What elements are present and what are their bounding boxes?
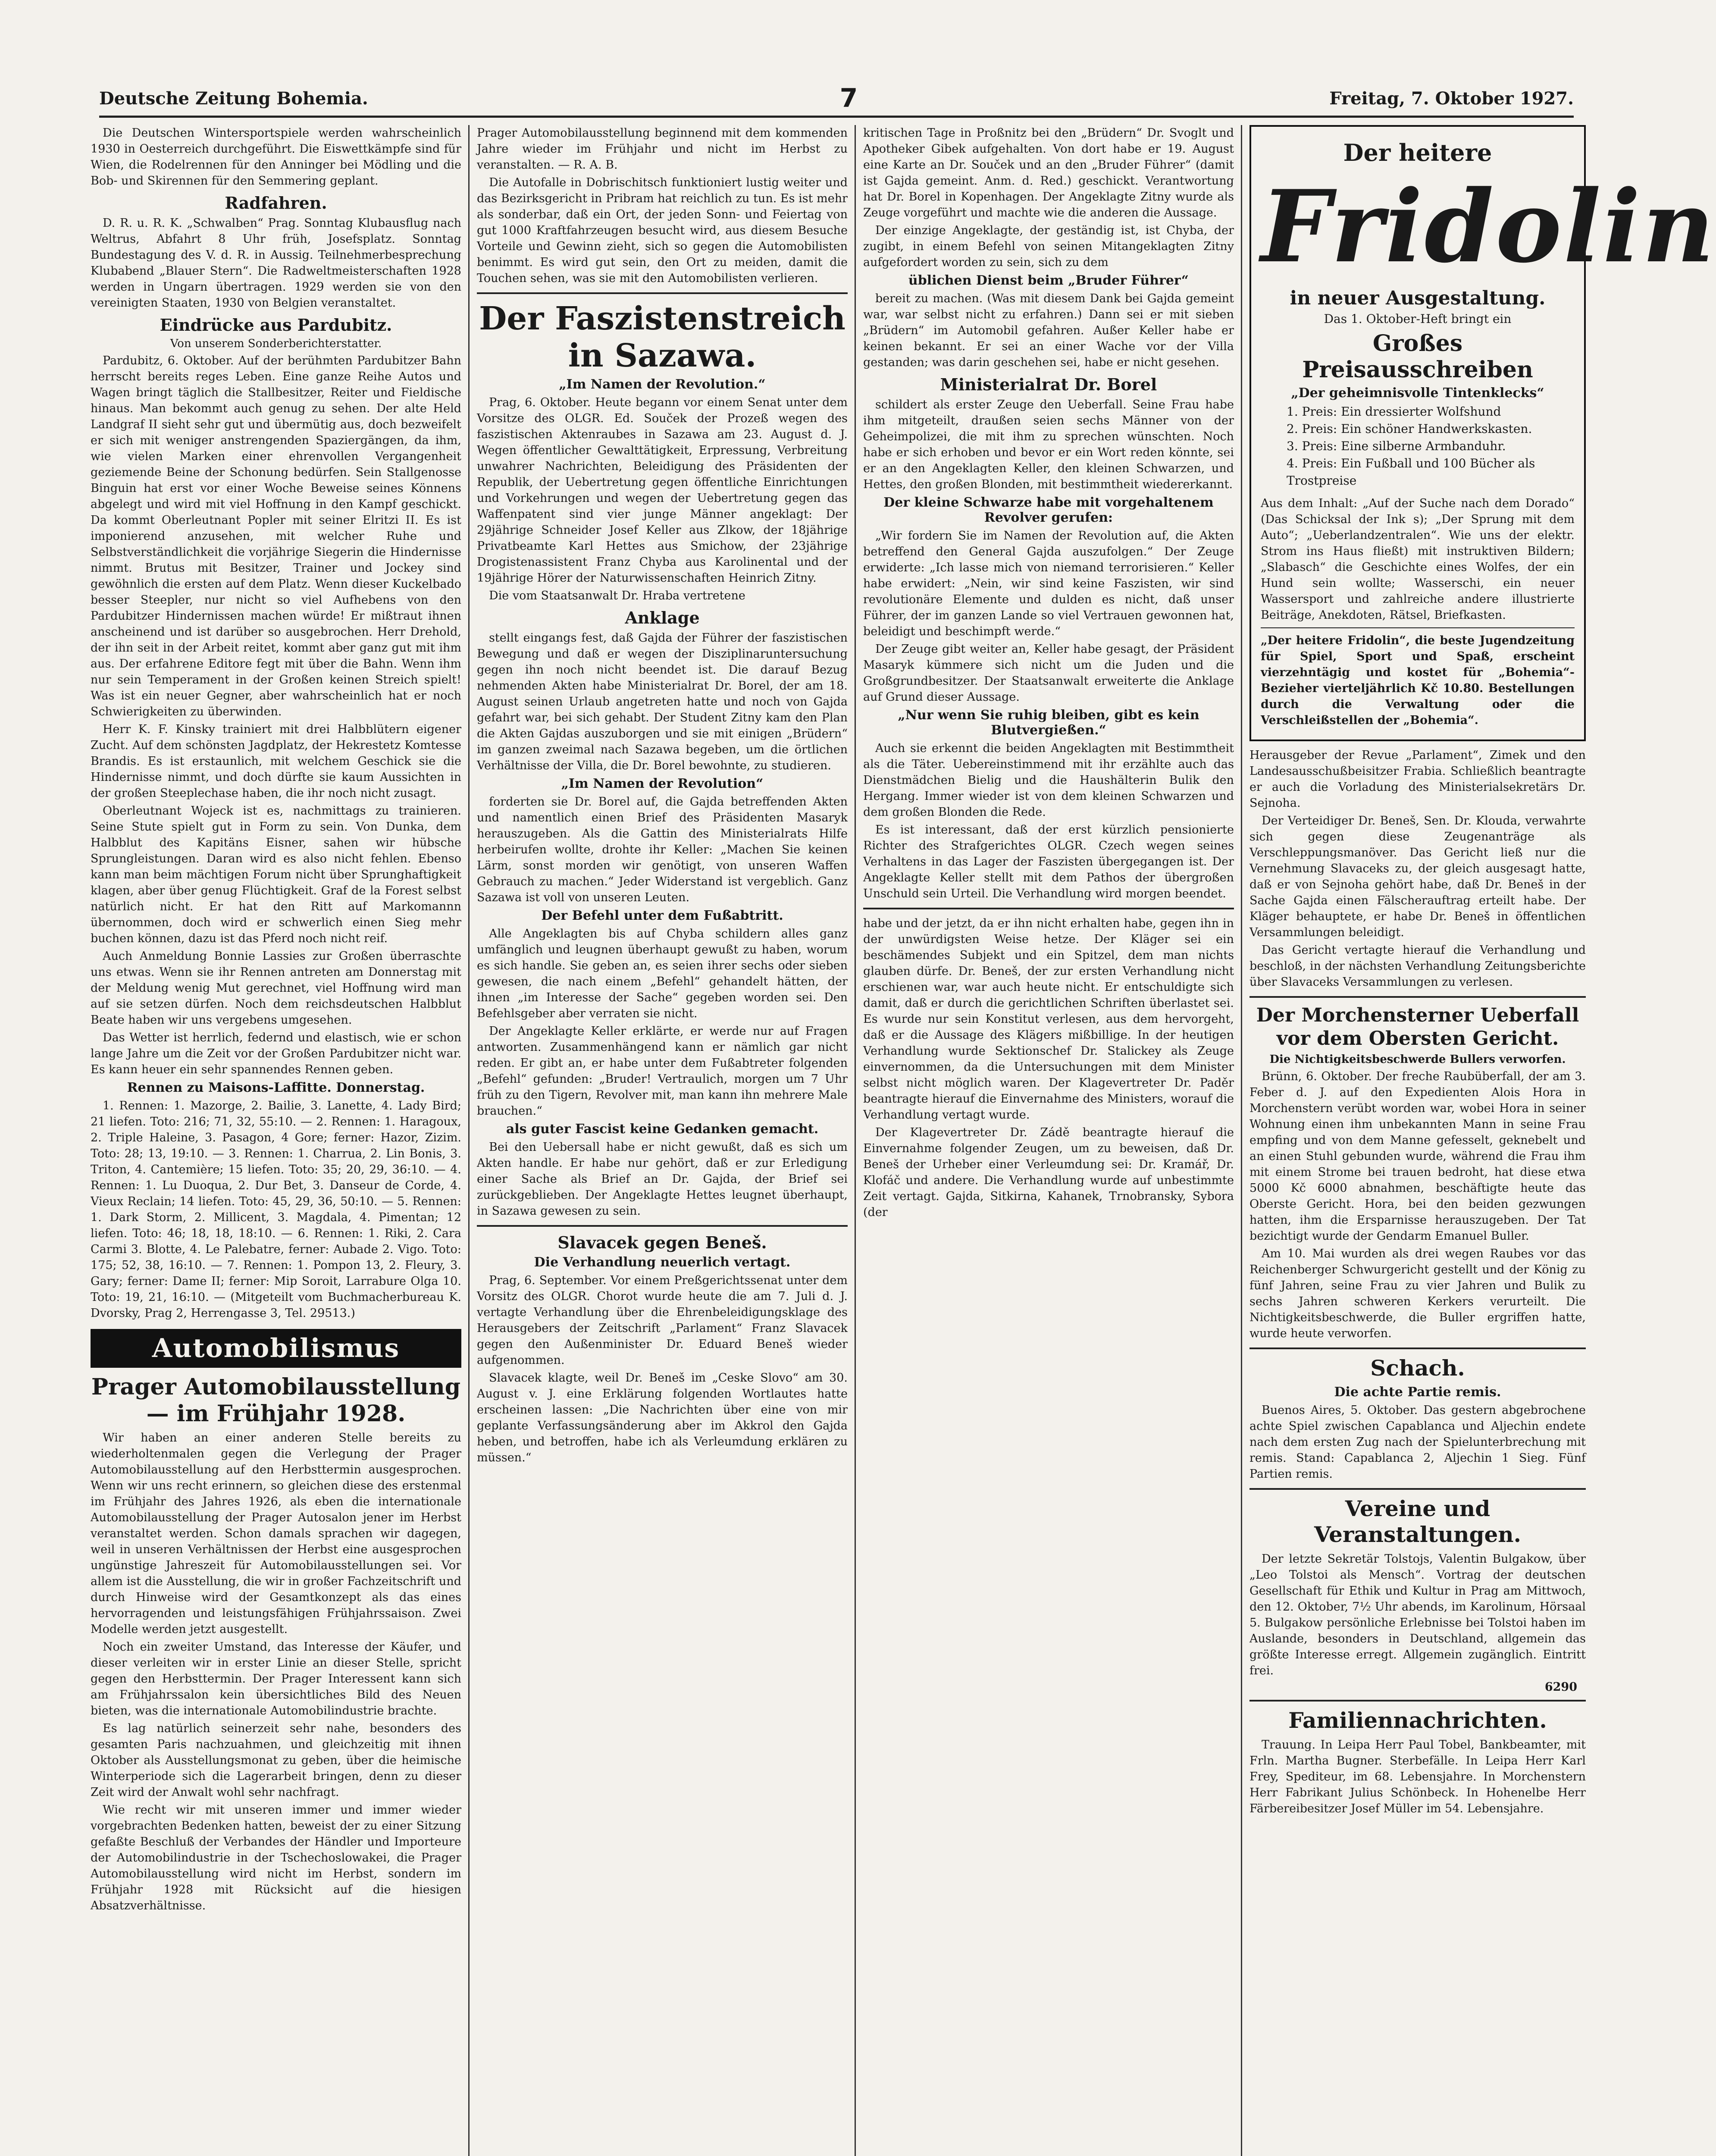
article-text: Der einzige Angeklagte, der geständig ist, ist Chyba, der zugibt, in einem Befehl von seinen Mitangeklagten Zitny aufgefordert worden zu sein, sich zu dem: [863, 224, 1234, 269]
subsection-heading: Der kleine Schwarze habe mit vorgehaltenem Revolver gerufen:: [883, 495, 1214, 525]
column-2: [477, 125, 848, 2156]
article-text: forderten sie Dr. Borel auf, die Gajda betreffenden Akten und namentlich einen Brief des Präsidenten Masaryk herauszugeben. Als die Gattin des Ministerialrats Hilfe herbeirufen wollte, drohte ihr Keller: „Machen Sie keinen Lärm, sonst morden wir genötigt, von unseren Waffen Gebrauch zu machen.“ Jeder Widerstand ist vergeblich. Ganz Sazawa ist voll von unseren Leuten.: [477, 795, 848, 904]
article-text: Der letzte Sekretär Tolstojs, Valentin Bulgakow, über „Leo Tolstoi als Mensch“. Vortrag der deutschen Gesellschaft für Ethik und Kultur in Prag am Mittwoch, den 12. Oktober, 7½ Uhr abends, im Karolinum, Hörsaal 5. Bulgakow persönliche Erlebnisse bei Tolstoi haben im Auslande, besonders in Deutschland, allgemein das größte Interesse erregt. Allgemein zugänglich. Eintritt frei.: [1249, 1552, 1586, 1677]
article-text: schildert als erster Zeuge den Ueberfall. Seine Frau habe ihm mitgeteilt, draußen seien sechs Männer von der Geheimpolizei, die mit ihm zu sprechen wünschten. Noch habe er sich erhoben und bevor er ein Wort reden könnte, sei er an den Angeklagten Keller, den kleinen Schwarzen, und Hettes, den großen Blonden, mit bestimmtheit wiedererkannt.: [863, 398, 1234, 491]
article-text: kritischen Tage in Proßnitz bei den „Brüdern“ Dr. Svoglt und Apotheker Gibek aufgehalten. Von dort habe er 19. August eine Karte an Dr. Souček und an den „Bruder Führer“ (damit ist Gajda gemeint. Anm. d. Red.) geschickt. Verantwortung hat Dr. Borel in Kopenhagen. Der Angeklagte Zitny wurde als Zeuge vorgeführt und machte wie die anderen die Aussage.: [863, 126, 1234, 219]
divider: [1249, 996, 1586, 998]
lead-headline: Der Faszistenstreich in Sazawa.: [479, 300, 845, 374]
article-text: Prag, 6. Oktober. Heute begann vor einem Senat unter dem Vorsitze des OLGR. Ed. Souček der Prozeß wegen des faszistischen Aktenraubes in Sazawa am 23. August d. J. Wegen öffentlicher Gewalttätigkeit, Erpressung, Verbreitung unwahrer Nachrichten, Beleidigung des Präsidenten der Republik, der Uebertretung gegen öffentliche Einrichtungen und Vorkehrungen und wegen der Uebertretung gegen das Waffenpatent sind vier junge Männer angeklagt: Der 29jährige Schneider Josef Keller aus Zlkow, der 18jährige Privatbeamte Karl Hettes aus Smichow, der 23jährige Drogistenassistent Franz Chyba aus Karolinental und der 19jährige Hörer der Naturwissenschaften Heinrich Zitny.: [477, 396, 848, 585]
race-results-heading: Rennen zu Maisons-Laffitte. Donnerstag.: [127, 1080, 425, 1095]
article-text: Das Wetter ist herrlich, federnd und elastisch, wie er schon lange Jahre um die Zeit vor der Großen Pardubitzer nicht war. Es kann heuer ein sehr spannendes Rennen geben.: [91, 1031, 461, 1076]
advertisement-fridolin: [1249, 125, 1716, 741]
ad-footer-text: „Der heitere Fridolin“, die beste Jugendzeitung für Spiel, Sport und Spaß, erscheint vierzehntägig und kostet für „Bohemia“-Bezieher vierteljährlich Kč 10.80. Bestellungen durch die Verwaltung oder die Verschleißstellen der „Bohemia“.: [1261, 634, 1575, 727]
article-text: Das Gericht vertagte hierauf die Verhandlung und beschloß, in der nächsten Verhandlung Zeitungsberichte über Slavaceks Versammlungen zu verlesen.: [1249, 943, 1586, 989]
ad-contest-subtitle: „Der geheimnisvolle Tintenklecks“: [1291, 385, 1544, 401]
article-subheading: Die achte Partie remis.: [1334, 1385, 1501, 1400]
lead-subheadline: „Im Namen der Revolution.“: [559, 377, 766, 392]
article-text: Die Deutschen Wintersportspiele werden wahrscheinlich 1930 in Oesterreich durchgeführt. Die Eiswettkämpfe sind für Wien, die Rodelrennen für den Anninger bei Mödling und die Bob- und Skirennen für den Semmering geplant.: [91, 126, 461, 188]
article-text: Herr K. F. Kinsky trainiert mit drei Halbblütern eigener Zucht. Auf dem schönsten Jagdplatz, der Hekrestetz Komtesse Brandis. Es ist erstaunlich, mit welchem Geschick sie die Hindernisse nimmt, und doch dürfte sie kaum Aussichten in der großen Steeplechase haben, die ihr noch nicht zusagt.: [91, 723, 461, 800]
column-divider: [1241, 125, 1242, 2156]
article-text: Pardubitz, 6. Oktober. Auf der berühmten Pardubitzer Bahn herrscht bereits reges Leben. Eine ganze Reihe Autos und Wagen bringt täglich die Stallbesitzer, Reiter und Fieldische hinaus. Man bekommt auch genug zu sehen. Der alte Held Landgraf II sieht sehr gut und übermütig aus, doch bezweifelt er sich mit weniger anstrengenden Spaziergängen, da ihm, wie vielen Marken einer ehrenvollen Vergangenheit geziemende Beine der Schonung bedürfen. Sein Stallgenosse Binguin hat erst vor einer Woche Beweise seines Könnens abgelegt und wird mit viel Hoffnung in den Kampf geschickt. Da kommt Oberleutnant Popler mit seiner Elritzi II. Es ist imponierend anzusehen, mit welcher Ruhe und Selbstverständlichkeit die vorjährige Siegerin die Hindernisse nimmt. Brutus mit Besitzer, Trainer und Jockey sind gewöhnlich die ersten auf dem Platz. Wenn dieser Kuckelbado besser Steepler, nur nicht so viel Aufhebens von den Pardubitzer Hindernissen machen würde! Er mißtraut ihnen anscheinend und ist darüber so ausgebrochen. Herr Drehold, der ihn seit in der Arbeit reitet, kommt aber ganz gut mit ihm aus. Der erfahrene Editore fegt mit über die Bahn. Wenn ihm nur sein Temperament in der Großen keinen Streich spielt! Was ist ein neuer Gegner, aber wahrscheinlich hat er noch Schwierigkeiten zu überwinden.: [91, 354, 461, 718]
article-text: Wie recht wir mit unseren immer und immer wieder vorgebrachten Bedenken hatten, beweist der zu einer Sitzung gefaßte Beschluß der Verbandes der Händler und Importeure der Automobilindustrie in der Tschechoslowakei, die Prager Automobilausstellung wird nicht im Herbst, sondern im Frühjahr 1928 mit Rücksicht auf die hiesigen Absatzverhältnisse.: [91, 1803, 461, 1912]
divider: [863, 908, 1234, 909]
article-text: Die vom Staatsanwalt Dr. Hraba vertretene: [489, 589, 745, 602]
article-text: habe und der jetzt, da er ihn nicht erhalten habe, gegen ihn in der unwürdigsten Weise hetze. Der Kläger sei ein beschämendes Subjekt und ein Spitzel, dem man nichts glauben dürfe. Dr. Beneš, der zur ersten Verhandlung nicht erschienen war, war auch heute nicht. Er entschuldigte sich damit, daß er durch die gerichtlichen Schriften überlastet sei. Es wurde nur sein Konstitut verlesen, aus dem hervorgeht, daß er die Aussage des Klägers mißbillige. In der heutigen Verhandlung wurde Sektionschef Dr. Stalickey als Zeuge einvernommen, da die Untersuchungen mit dem Minister selbst nicht möglich waren. Der Klagevertreter Dr. Paděr beantragte hierauf die Einvernahme des Ministers, worauf die Verhandlung vertagt wurde.: [863, 917, 1234, 1122]
divider: [1249, 1700, 1586, 1702]
article-text: Alle Angeklagten bis auf Chyba schildern alles ganz umfänglich und leugnen überhaupt gewußt zu haben, worum es sich handle. Sie geben an, es seien ihrer sechs oder sieben gewesen, die nach einem „Befehl“ gehandelt hätten, der ihnen „im Interesse der Sache“ gegeben worden sei. Den Befehlsgeber aber verraten sie nicht.: [477, 927, 848, 1020]
prize-item: 3. Preis: Eine silberne Armbanduhr.: [1287, 439, 1506, 453]
article-text: Der Klagevertreter Dr. Zádě beantragte hierauf die Einvernahme folgender Zeugen, um zu beweisen, daß Dr. Beneš der Urheber einer Verleumdung sei: Dr. Kramář, Dr. Klofáč und andere. Die Verhandlung wurde auf unbestimmte Zeit vertagt. Gajda, Sitkirna, Kahanek, Trnobransky, Sybora (der: [863, 1126, 1234, 1219]
prize-item: 1. Preis: Ein dressierter Wolfshund: [1287, 404, 1501, 419]
subsection-heading: „Nur wenn Sie ruhig bleiben, gibt es kein Blutvergießen.“: [898, 708, 1199, 738]
column-4: [1249, 125, 1716, 2156]
ad-subtitle: in neuer Ausgestaltung.: [1290, 287, 1546, 309]
section-heading-family: Familiennachrichten.: [1288, 1708, 1547, 1733]
divider: [1249, 1488, 1586, 1490]
section-heading-events: Vereine und Veranstaltungen.: [1314, 1496, 1522, 1547]
race-results-text: 1. Rennen: 1. Mazorge, 2. Bailie, 3. Lanette, 4. Lady Bird; 21 liefen. Toto: 216; 71, 32, 55:10. — 2. Rennen: 1. Haragoux, 2. Triple Haleine, 3. Pasagon, 4 Gore; ferner: Hazor, Zizim. Toto: 28; 13, 19:10. — 3. Rennen: 1. Charrua, 2. Lin Bonis, 3. Triton, 4. Cantemière; 15 liefen. Toto: 35; 20, 29, 36:10. — 4. Rennen: 1. Lu Duoqua, 2. Dur Bet, 3. Danseur de Corde, 4. Vieux Reclain; 14 liefen. Toto: 45, 29, 36, 50:10. — 5. Rennen: 1. Dark Storm, 2. Millicent, 3. Magdala, 4. Pimentan; 12 liefen. Toto: 46; 18, 18, 18:10. — 6. Rennen: 1. Riki, 2. Cara Carmi 3. Blotte, 4. Le Palebatre, ferner: Aubade 2. Vigo. Toto: 175; 52, 38, 16:10. — 7. Rennen: 1. Pompon 13, 2. Fleury, 3. Gary; ferner: Dame II; ferner: Mip Soroit, Larrabure Olga 10. Toto: 19, 21, 16:10. — (Mitgeteilt vom Buchmacherbureau K. Dvorsky, Prag 2, Herrengasse 3, Tel. 29513.): [91, 1099, 461, 1320]
issue-date: Freitag, 7. Oktober 1927.: [1329, 88, 1574, 109]
divider: [477, 1225, 848, 1227]
subsection-heading: „Im Namen der Revolution“: [561, 776, 764, 791]
article-text: Trauung. In Leipa Herr Paul Tobel, Bankbeamter, mit Frln. Martha Bugner. Sterbefälle. In Leipa Herr Karl Frey, Spediteur, im 68. Lebensjahre. In Morchenstern Herr Fabrikant Julius Schönbeck. In Hohenelbe Herr Färbereibesitzer Josef Müller im 54. Lebensjahre.: [1249, 1738, 1586, 1815]
article-heading: Eindrücke aus Pardubitz.: [160, 315, 392, 335]
subsection-heading: üblichen Dienst beim „Bruder Führer“: [908, 273, 1189, 288]
article-text: Auch Anmeldung Bonnie Lassies zur Großen überraschte uns etwas. Wenn sie ihr Rennen antreten am Donnerstag mit der Meldung wenig Mut gerechnet, viel Hoffnung wird man auf sie setzen dürfen. Noch dem reichsdeutschen Halbblut Beate haben wir uns vergebens umgesehen.: [91, 950, 461, 1027]
column-divider: [855, 125, 856, 2156]
article-text: Am 10. Mai wurden als drei wegen Raubes vor das Reichenberger Schwurgericht gestellt und der König zu fünf Jahren, seine Frau zu vier Jahren und Bulik zu sechs Jahren schweren Kerkers verurteilt. Die Nichtigkeitsbeschwerde, die Buller ergriffen hatte, wurde heute verworfen.: [1249, 1247, 1586, 1340]
subsection-heading: als guter Fascist keine Gedanken gemacht.: [506, 1122, 819, 1137]
article-byline: Von unserem Sonderberichterstatter.: [170, 337, 382, 350]
section-heading: Radfahren.: [225, 193, 327, 213]
article-text: Es ist interessant, daß der erst kürzlich pensionierte Richter des Strafgerichtes OLGR. Czech wegen seines Verhaltens in das Lager der Faszisten übergegangen ist. Der Angeklagte Keller stellt mit dem Pathos der übergroßen Unschuld sein Urteil. Die Verhandlung wird morgen beendet.: [863, 823, 1234, 900]
article-heading: Slavacek gegen Beneš.: [557, 1233, 767, 1252]
section-banner: Automobilismus: [91, 1329, 461, 1368]
article-text: Wir haben an einer anderen Stelle bereits zu wiederholtenmalen gegen die Verlegung der Prager Automobilausstellung auf den Herbsttermin ausgesprochen. Wenn wir uns recht erinnern, so gleichen diese des erstenmal im Frühjahr des Jahres 1926, als eben die internationale Automobilausstellung der Prager Autosalon jener im Herbst veranstaltet werden. Schon damals sprachen wir dagegen, weil in unseren Verhältnissen der Herbst eine ausgesprochen ungünstige Jahreszeit für Automobilausstellungen sei. Vor allem ist die Ausstellung, die wir in großer Fachzeitschrift und durch Hinweise wird der Gesamtkonzept als das eines hervorragenden und leistungsfähigen Frühjahrssaison. Zwei Modelle werden jetzt ausgestellt.: [91, 1431, 461, 1636]
article-text: Oberleutnant Wojeck ist es, nachmittags zu trainieren. Seine Stute spielt gut in Form zu sein. Von Dunka, dem Halbblut des Kapitäns Eisner, sahen wir hübsche Sprungleistungen. Daran wird es also nicht fehlen. Ebenso kann man beim mächtigen Forum nicht über Sprunghaftigkeit klagen, aber über genug Flüchtigkeit. Graf de la Forest selbst natürlich nicht. Er hat den Ritt auf Markomannn übernommen, doch wird er schwerlich einen Sieg mehr buchen können, dazu ist das Pferd noch nicht reif.: [91, 804, 461, 945]
masthead-name: Deutsche Zeitung Bohemia.: [99, 88, 368, 109]
article-subheading: Die Verhandlung neuerlich vertagt.: [534, 1255, 791, 1270]
divider: [1261, 627, 1575, 628]
article-text: Der Angeklagte Keller erklärte, er werde nur auf Fragen antworten. Zusammenhängend kann er nämlich gar nicht reden. Er gibt an, er habe unter dem Fußabtreter folgenden „Befehl“ gefunden: „Bruder! Vertraulich, morgen um 7 Uhr früh zu den Tigern, Revolver mit, man kann ihn mehrere Male brauchen.“: [477, 1025, 848, 1118]
article-text: Prager Automobilausstellung beginnend mit dem kommenden Jahre wieder im Frühjahr und nicht im Herbst zu veranstalten. — R. A. B.: [477, 126, 848, 172]
column-3: [863, 125, 1234, 2156]
article-text: D. R. u. R. K. „Schwalben“ Prag. Sonntag Klubausflug nach Weltrus, Abfahrt 8 Uhr früh, Josefsplatz. Sonntag Bundestagung des V. d. R. in Aussig. Teilnehmerbesprechung Klubabend „Blauer Stern“. Die Radweltmeisterschaften 1928 werden in Ungarn übertragen. 1929 werden sie von den vereinigten Staaten, 1930 von Belgien veranstaltet.: [91, 216, 461, 310]
prize-item: 2. Preis: Ein schöner Handwerkskasten.: [1287, 422, 1532, 436]
article-text: Slavacek klagte, weil Dr. Beneš im „Ceske Slovo“ am 30. August v. J. eine Erklärung folgenden Wortlautes hatte erscheinen lassen: „Die Nachrichten über eine von mir geplante Verfassungsänderung aber im Akkrol den Gajda heben, und betroffen, habe ich als Verleumdung erklären zu müssen.“: [477, 1371, 848, 1464]
article-text: Herausgeber der Revue „Parlament“, Zimek und den Landesausschußbeisitzer Frabia. Schließlich beantragte er auch die Vorladung des Ministerialsekretärs Dr. Sejnoha.: [1249, 749, 1586, 810]
article-text: Prag, 6. September. Vor einem Preßgerichtssenat unter dem Vorsitz des OLGR. Chorot wurde heute die am 7. Juli d. J. vertagte Verhandlung über die Ehrenbeleidigungsklage des Herausgebers der Zeitschrift „Parlament“ Franz Slavacek gegen den Außenminister Dr. Eduard Beneš wieder aufgenommen.: [477, 1274, 848, 1367]
article-heading: Der Morchensterner Ueberfall vor dem Obersten Gericht.: [1256, 1004, 1579, 1050]
divider: [477, 292, 848, 294]
ad-number: 6290: [1544, 1680, 1577, 1694]
article-text: Auch sie erkennt die beiden Angeklagten mit Bestimmtheit als die Täter. Uebereinstimmend mit ihr erzählte auch das Dienstmädchen Bielig und die Haushälterin Bulik den Hergang. Immer wieder ist von dem kleinen Schwarzen und dem großen Blonden die Rede.: [863, 742, 1234, 819]
article-text: Brünn, 6. Oktober. Der freche Raubüberfall, der am 3. Feber d. J. auf den Expedienten Alois Hora in Morchenstern verübt worden war, wobei Hora in seiner Wohnung einen ihm unbekannten Mann in seine Frau empfing und von dem Manne gefesselt, geknebelt und an einen Stuhl gebunden wurde, während die Frau ihm mit einem Strome bei trauen bedroht, hat diese etwa 5000 Kč 6000 abnahmen, beschäftigte heute das Oberste Gericht. Hora, bei den beiden gezwungen hatten, ihm die Ersparnisse herauszugeben. Der Tat bezichtigt wurde der Gendarm Emanuel Buller.: [1249, 1070, 1586, 1243]
ad-content-text: Aus dem Inhalt: „Auf der Suche nach dem Dorado“ (Das Schicksal der Ink s); „Der Sprung mit dem Auto“; „Ueberlandzentralen“. Wie uns der elektr. Strom ins Haus fließt) mit instruktiven Bildern; „Slabasch“ die Geschichte eines Wolfes, der ein Hund sein wollte; Wasserschi, ein neuer Wassersport und zahlreiche andere illustrierte Beiträge, Anekdoten, Rätsel, Briefkasten.: [1261, 497, 1575, 622]
ad-issue-line: Das 1. Oktober-Heft bringt ein: [1324, 312, 1512, 326]
prize-item: 4. Preis: Ein Fußball und 100 Bücher als Trostpreise: [1287, 456, 1535, 488]
divider: [1249, 1348, 1586, 1349]
running-header: [99, 81, 1574, 118]
page-number: 7: [839, 83, 858, 113]
column-divider: [468, 125, 470, 2156]
article-text: Der Verteidiger Dr. Beneš, Sen. Dr. Klouda, verwahrte sich gegen diese Zeugenanträge als Verschleppungsmanöver. Das Gericht ließ nur die Vernehmung Slavaceks zu, der gleich ausgesagt hatte, daß er von Sejnoha gehört habe, daß Dr. Beneš in der Sache Gajda einen Fälscherauftrag erteilt habe. Der Kläger behauptete, er habe Dr. Beneš in öffentlichen Versammlungen beleidigt.: [1249, 814, 1586, 939]
article-heading: Prager Automobilausstellung — im Frühjahr 1928.: [91, 1374, 461, 1427]
column-1: [91, 125, 461, 2156]
ad-contest-title: Großes Preisausschreiben: [1302, 330, 1533, 383]
subsection-heading: Anklage: [625, 608, 700, 627]
article-text: Es lag natürlich seinerzeit sehr nahe, besonders des gesamten Paris nachzuahmen, und gleichzeitig mit ihnen Oktober als Ausstellungsmonat zu geben, über die heimische Winterperiode sich die Lagerarbeit bringen, denn zu dieser Zeit wird der Anwalt wohl sehr nachfragt.: [91, 1722, 461, 1799]
article-text: Der Zeuge gibt weiter an, Keller habe gesagt, der Präsident Masaryk kümmere sich nicht um die Juden und die Großgrundbesitzer. Der Staatsanwalt erweiterte die Anklage auf Grund dieser Aussage.: [863, 642, 1234, 704]
article-text: Noch ein zweiter Umstand, das Interesse der Käufer, und dieser verleiten wir in erster Linie an dieser Stelle, spricht gegen den Herbsttermin. Der Prager Interessent kann sich am Frühjahrssalon kein übersichtliches Bild des Neuen bieten, was die internationale Automobilindustrie brachte.: [91, 1640, 461, 1717]
article-text: stellt eingangs fest, daß Gajda der Führer der faszistischen Bewegung und daß er wegen der Disziplinaruntersuchung gegen ihn noch nicht beendet ist. Die darauf Bezug nehmenden Akten habe Ministerialrat Dr. Borel, der am 18. August seinen Urlaub angetreten hatte und noch von Gajda gefahrt war, bei sich gehabt. Der Student Zitny kam den Plan die Akten Gajdas auszuborgen und sie mit einigen „Brüdern“ im ganzen zweimal nach Sazawa begeben, um die örtlichen Verhältnisse der Villa, die Dr. Borel bewohnte, zu studieren.: [477, 631, 848, 772]
subsection-heading: Der Befehl unter dem Fußabtritt.: [541, 908, 783, 923]
article-text: Bei den Uebersall habe er nicht gewußt, daß es sich um Akten handle. Er habe nur gehört, daß er zur Erledigung einer Sache als Brief an Dr. Gajda, der Brief sei zurückgeblieben. Der Angeklagte Hettes leugnet überhaupt, in Sazawa gewesen zu sein.: [477, 1141, 848, 1218]
article-subheading: Die Nichtigkeitsbeschwerde Bullers verworfen.: [1269, 1053, 1566, 1066]
subsection-heading: Ministerialrat Dr. Borel: [940, 375, 1157, 394]
article-text: Buenos Aires, 5. Oktober. Das gestern abgebrochene achte Spiel zwischen Capablanca und Aljechin endete nach dem ersten Zug nach der Spielunterbrechung mit remis. Stand: Capablanca 2, Aljechin 1 Sieg. Fünf Partien remis.: [1249, 1404, 1586, 1481]
article-text: bereit zu machen. (Was mit diesem Dank bei Gajda gemeint war, war selbst nicht zu erfahren.) Dann sei er mit sieben „Brüdern“ im Automobil gefahren. Außer Keller habe er keinen bekannt. Er sei an einer Wache vor der Villa gestanden; was darin geschehen sei, habe er nicht gesehen.: [863, 292, 1234, 369]
ad-title: Der heitere: [1343, 139, 1492, 166]
article-text: „Wir fordern Sie im Namen der Revolution auf, die Akten betreffend den General Gajda auszufolgen.“ Der Zeuge erwiderte: „Ich lasse mich von niemand terrorisieren.“ Keller habe erwidert: „Nein, wir sind keine Faszisten, wir sind revolutionäre Elemente und dulden es nicht, daß unser Führer, der im ganzen Lande so viel Vertrauen gewonnen hat, beleidigt und beschimpft werde.“: [863, 529, 1234, 638]
article-text: Die Autofalle in Dobrischitsch funktioniert lustig weiter und das Bezirksgericht in Pribram hat reichlich zu tun. Es ist mehr als sonderbar, daß ein Ort, der jeden Sonn- und Feiertag von gut 1000 Kraftfahrzeugen besucht wird, aus diesem Besuche Vorteile und Gewinn zieht, sich so gegen die Automobilisten benimmt. Es wird gut sein, den Ort zu meiden, damit die Touchen sehen, was sie mit den Automobilisten verlieren.: [477, 176, 848, 285]
section-heading-chess: Schach.: [1370, 1355, 1465, 1381]
ad-logo: Fridolin: [1261, 169, 1716, 285]
newspaper-page: [73, 73, 1716, 2156]
